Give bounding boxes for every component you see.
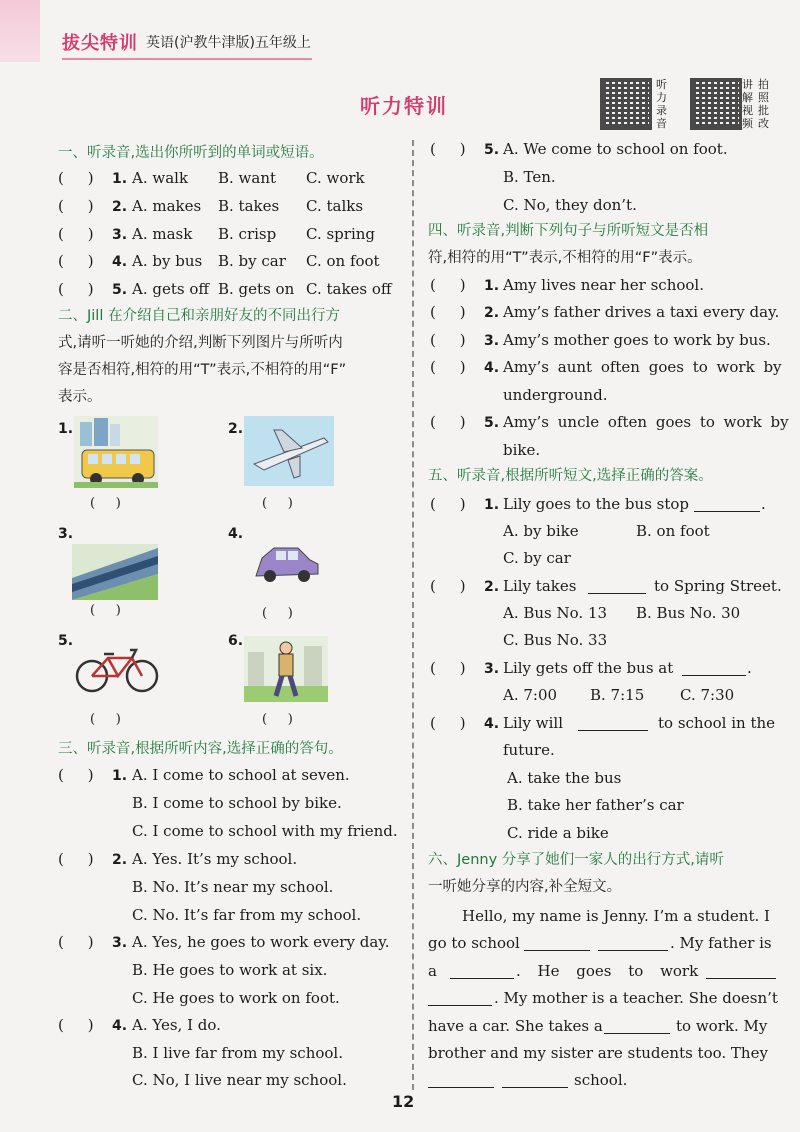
option-c: C. No, I live near my school. — [132, 1071, 347, 1089]
item-number: 3. — [112, 227, 128, 243]
answer-paren[interactable]: ( ) — [262, 496, 293, 511]
answer-blank[interactable] — [694, 497, 760, 512]
question-text: Lily takes — [503, 577, 577, 595]
option-c: C. talks — [306, 197, 364, 215]
statement-text: Amy lives near her school. — [503, 276, 704, 294]
page-header — [0, 0, 800, 80]
option-b: B. want — [218, 169, 277, 187]
answer-paren[interactable]: ( ) — [430, 276, 466, 294]
answer-blank[interactable] — [524, 936, 590, 951]
qr-label-video: 讲解视频 — [742, 78, 753, 130]
option-c: C. No. It’s far from my school. — [132, 906, 362, 924]
option-b: B. take her father’s car — [507, 796, 684, 814]
s4-heading-line: 符,相符的用“T”表示,不相符的用“F”表示。 — [428, 250, 702, 266]
option-c: C. takes off — [306, 280, 392, 298]
option-a: A. Bus No. 13 — [503, 604, 608, 622]
picture-number: 6. — [228, 633, 244, 649]
s6-heading-line: 一听她分享的内容,补全短文。 — [428, 879, 622, 895]
option-a: A. Yes, I do. — [132, 1016, 221, 1034]
passage-line: brother and my sister are students too. They — [428, 1044, 768, 1062]
option-a: A. makes — [132, 197, 202, 215]
s5-heading: 五、听录音,根据所听短文,选择正确的答案。 — [428, 468, 713, 484]
page-tab-decoration — [0, 0, 40, 62]
bicycle-icon — [74, 642, 160, 694]
statement-text-cont: bike. — [503, 441, 541, 459]
s6-heading-line: 六、Jenny 分享了她们一家人的出行方式,请听 — [428, 852, 724, 868]
answer-paren[interactable]: ( ) — [58, 169, 94, 187]
item-number: 1. — [112, 768, 128, 784]
column-divider — [412, 140, 414, 1090]
answer-blank[interactable] — [598, 936, 668, 951]
option-a: A. walk — [132, 169, 189, 187]
answer-paren[interactable]: ( ) — [58, 280, 94, 298]
statement-text: Amy’s aunt often goes to work by — [503, 358, 782, 376]
statement-text: Amy’s father drives a taxi every day. — [503, 303, 780, 321]
qr-label-correct: 拍照批改 — [758, 78, 769, 130]
book-subtitle: 英语(沪教牛津版)五年级上 — [146, 35, 311, 51]
item-number: 5. — [484, 142, 500, 158]
option-b: B. 7:15 — [590, 686, 645, 704]
option-c: C. work — [306, 169, 365, 187]
option-c: C. 7:30 — [680, 686, 735, 704]
passage-line: . He goes to work — [516, 962, 699, 980]
item-number: 5. — [484, 415, 500, 431]
picture-number: 3. — [58, 526, 74, 542]
option-b: B. takes — [218, 197, 280, 215]
option-b: B. on foot — [636, 522, 710, 540]
passage-line: . My father is — [670, 934, 772, 952]
item-number: 2. — [484, 579, 500, 595]
item-number: 3. — [484, 661, 500, 677]
option-a: A. Yes, he goes to work every day. — [132, 933, 390, 951]
answer-paren[interactable]: ( ) — [430, 495, 466, 513]
page-number: 12 — [392, 1092, 415, 1111]
question-text-cont: to Spring Street. — [654, 577, 782, 595]
s2-heading-line: 容是否相符,相符的用“T”表示,不相符的用“F” — [58, 362, 347, 378]
answer-paren[interactable]: ( ) — [430, 577, 466, 595]
item-number: 4. — [112, 254, 128, 270]
option-b: B. gets on — [218, 280, 295, 298]
answer-blank[interactable] — [428, 1073, 494, 1088]
answer-paren[interactable]: ( ) — [58, 197, 94, 215]
passage-line: go to school — [428, 934, 520, 952]
option-c: C. No, they don’t. — [503, 196, 637, 214]
answer-blank[interactable] — [578, 716, 648, 731]
answer-paren[interactable]: ( ) — [58, 252, 94, 270]
item-number: 2. — [112, 852, 128, 868]
answer-paren[interactable]: ( ) — [90, 712, 121, 727]
passage-line: . My mother is a teacher. She doesn’t — [494, 989, 778, 1007]
option-a: A. We come to school on foot. — [503, 140, 728, 158]
item-number: 3. — [484, 333, 500, 349]
option-c: C. I come to school with my friend. — [132, 822, 398, 840]
picture-number: 5. — [58, 633, 74, 649]
qr-code-icon[interactable] — [600, 78, 652, 130]
item-number: 1. — [484, 278, 500, 294]
option-b: B. crisp — [218, 225, 277, 243]
item-number: 4. — [112, 1018, 128, 1034]
qr-code-icon[interactable] — [690, 78, 742, 130]
option-a: A. I come to school at seven. — [132, 766, 350, 784]
brand-logo: 拔尖特训 — [62, 33, 138, 54]
option-c: C. ride a bike — [507, 824, 609, 842]
answer-paren[interactable]: ( ) — [430, 140, 466, 158]
option-a: A. by bus — [132, 252, 203, 270]
answer-blank[interactable] — [604, 1019, 670, 1034]
item-number: 3. — [112, 935, 128, 951]
item-number: 5. — [112, 282, 128, 298]
passage-line: school. — [574, 1071, 628, 1089]
item-number: 1. — [112, 171, 128, 187]
answer-paren[interactable]: ( ) — [430, 413, 466, 431]
item-number: 1. — [484, 497, 500, 513]
airplane-icon — [244, 416, 334, 486]
passage-line: a — [428, 962, 437, 980]
option-a: A. mask — [132, 225, 193, 243]
option-c: C. spring — [306, 225, 376, 243]
option-b: B. Ten. — [503, 168, 556, 186]
s2-heading-line: 表示。 — [58, 389, 102, 405]
passage-line: to work. My — [676, 1017, 768, 1035]
answer-blank[interactable] — [450, 964, 514, 979]
picture-number: 4. — [228, 526, 244, 542]
statement-text-cont: underground. — [503, 386, 608, 404]
period-mark: . — [761, 495, 766, 513]
question-text-cont: to school in the — [658, 714, 776, 732]
item-number: 4. — [484, 716, 500, 732]
picture-number: 2. — [228, 421, 244, 437]
s2-heading-line: 式,请听一听她的介绍,判断下列图片与所听内 — [58, 335, 343, 351]
statement-text: Amy’s uncle often goes to work by — [503, 413, 789, 431]
item-number: 4. — [484, 360, 500, 376]
answer-blank[interactable] — [428, 991, 492, 1006]
period-mark: . — [747, 659, 752, 677]
option-b: B. He goes to work at six. — [132, 961, 328, 979]
option-c: C. He goes to work on foot. — [132, 989, 340, 1007]
header-underline — [62, 58, 312, 60]
option-b: B. Bus No. 30 — [636, 604, 741, 622]
option-b: B. by car — [218, 252, 286, 270]
option-c: C. Bus No. 33 — [503, 631, 608, 649]
answer-paren[interactable]: ( ) — [430, 331, 466, 349]
item-number: 2. — [112, 199, 128, 215]
option-a: A. Yes. It’s my school. — [132, 850, 298, 868]
answer-paren[interactable]: ( ) — [430, 659, 466, 677]
answer-blank[interactable] — [706, 964, 776, 979]
answer-paren[interactable]: ( ) — [262, 606, 293, 621]
option-a: A. gets off — [132, 280, 210, 298]
bus-icon — [72, 416, 158, 488]
option-b: B. No. It’s near my school. — [132, 878, 334, 896]
answer-paren[interactable]: ( ) — [90, 496, 121, 511]
option-b: B. I live far from my school. — [132, 1044, 343, 1062]
question-text: Lily goes to the bus stop — [503, 495, 690, 513]
answer-blank[interactable] — [588, 579, 646, 594]
option-c: C. on foot — [306, 252, 380, 270]
statement-text: Amy’s mother goes to work by bus. — [503, 331, 771, 349]
answer-paren[interactable]: ( ) — [58, 1016, 94, 1034]
answer-blank[interactable] — [502, 1073, 568, 1088]
question-text: Lily gets off the bus at — [503, 659, 674, 677]
train-icon — [72, 544, 158, 600]
car-icon — [252, 540, 322, 586]
walking-man-icon — [244, 636, 328, 702]
answer-paren[interactable]: ( ) — [430, 358, 466, 376]
answer-paren[interactable]: ( ) — [430, 303, 466, 321]
answer-paren[interactable]: ( ) — [90, 603, 121, 618]
option-a: A. take the bus — [507, 769, 622, 787]
answer-paren[interactable]: ( ) — [58, 225, 94, 243]
answer-paren[interactable]: ( ) — [430, 714, 466, 732]
option-b: B. I come to school by bike. — [132, 794, 342, 812]
option-c: C. by car — [503, 549, 571, 567]
question-text-cont: future. — [503, 741, 555, 759]
answer-paren[interactable]: ( ) — [58, 933, 94, 951]
item-number: 2. — [484, 305, 500, 321]
s1-heading: 一、听录音,选出你所听到的单词或短语。 — [58, 145, 324, 161]
question-text: Lily will — [503, 714, 564, 732]
passage-line: Hello, my name is Jenny. I’m a student. I — [462, 907, 770, 925]
s3-heading: 三、听录音,根据所听内容,选择正确的答句。 — [58, 741, 343, 757]
answer-paren[interactable]: ( ) — [58, 766, 94, 784]
passage-line: have a car. She takes a — [428, 1017, 603, 1035]
answer-paren[interactable]: ( ) — [262, 712, 293, 727]
option-a: A. 7:00 — [503, 686, 558, 704]
option-a: A. by bike — [503, 522, 579, 540]
qr-label-listening: 听力录音 — [656, 78, 667, 130]
section-title: 听力特训 — [360, 94, 448, 118]
picture-number: 1. — [58, 421, 74, 437]
s4-heading-line: 四、听录音,判断下列句子与所听短文是否相 — [428, 223, 709, 239]
answer-blank[interactable] — [682, 661, 746, 676]
s2-heading-line: 二、Jill 在介绍自己和亲朋好友的不同出行方 — [58, 308, 340, 324]
answer-paren[interactable]: ( ) — [58, 850, 94, 868]
brand-bar — [62, 30, 311, 54]
